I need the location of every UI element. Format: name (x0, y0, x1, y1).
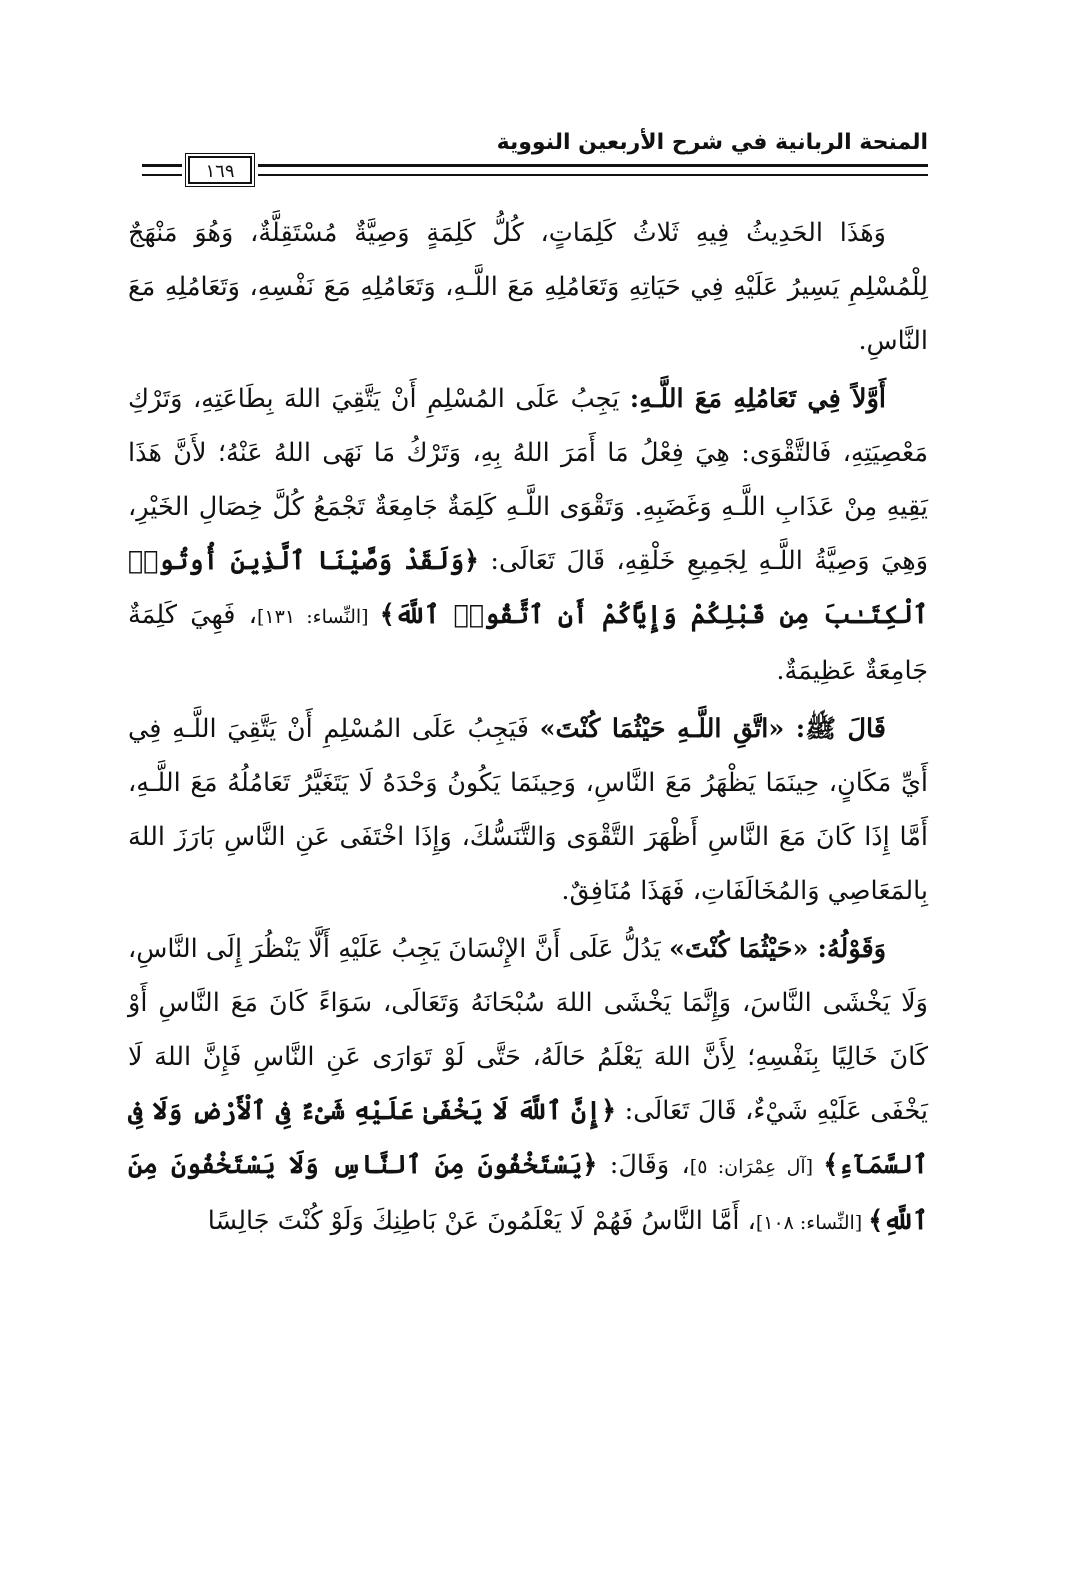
running-title: المنحة الربانية في شرح الأربعين النووية (496, 130, 928, 155)
page-header (128, 128, 928, 188)
body-text (128, 206, 928, 1254)
verse-reference: [النِّساء: ١٣١] (257, 606, 380, 628)
page-number: ١٦٩ (188, 156, 252, 184)
verse-reference: [آل عِمْرَان: ٥] (689, 1156, 824, 1178)
paragraph-1-text: وَهَذَا الحَدِيثُ فِيهِ ثَلاثُ كَلِمَاتٍ، كُلُّ كَلِمَةٍ وَصِيَّةٌ مُسْتَقِلَّةٌ، وَهُوَ مَنْهَجٌ لِلْمُسْلِمِ يَسِيرُ عَلَيْهِ فِي حَيَاتِهِ وَتَعَامُلِهِ مَعَ اللَّـهِ، وَتَعَامُلِهِ مَعَ نَفْسِهِ، وَتَعَامُلِهِ مَعَ النَّاسِ. (128, 218, 928, 356)
quran-verse: ﴿يَسْتَخْفُونَ مِنَ ٱلنَّاسِ وَلَا يَسْتَخْفُونَ مِنَ ٱللَّهِ﴾ (128, 1150, 928, 1236)
paragraph-2 (128, 372, 928, 698)
paragraph-3 (128, 702, 928, 918)
paragraph-3-text: فَيَجِبُ عَلَى المُسْلِمِ أَنْ يَتَّقِيَ اللَّـهِ فِي أَيِّ مَكَانٍ، حِينَمَا يَظْهَرُ مَعَ النَّاسِ، وَحِينَمَا يَكُونُ وَحْدَهُ لَا يَتَغَيَّرُ تَعَامُلُهُ مَعَ اللَّـهِ، أَمَّا إِذَا كَانَ مَعَ النَّاسِ أَظْهَرَ التَّقْوَى وَالتَّنَسُّكَ، وَإِذَا اخْتَفَى عَنِ النَّاسِ بَارَزَ اللهَ بِالمَعَاصِي وَالمُخَالَفَاتِ، فَهَذَا مُنَافِقٌ. (128, 714, 928, 906)
paragraph-2-text: يَجِبُ عَلَى المُسْلِمِ أَنْ يَتَّقِيَ اللهَ بِطَاعَتِهِ، وَتَرْكِ مَعْصِيَتِهِ، فَالتَّقْوَى: هِيَ فِعْلُ مَا أَمَرَ اللهُ بِهِ، وَتَرْكُ مَا نَهَى اللهُ عَنْهُ؛ لأَنَّ هَذَا يَقِيهِ مِنْ عَذَابِ اللَّـهِ وَغَضَبِهِ. وَتَقْوَى اللَّـهِ كَلِمَةٌ جَامِعَةٌ تَجْمَعُ كُلَّ خِصَالِ الخَيْرِ، وَهِيَ وَصِيَّةُ اللَّـهِ لِجَمِيعِ خَلْقِهِ، قَالَ تَعَالَى: (128, 384, 929, 576)
hadith-quote: قَالَ ﷺ: «اتَّقِ اللَّـهِ حَيْثُمَا كُنْتَ» (539, 714, 886, 744)
paragraph-4 (128, 922, 928, 1250)
paragraph-4-text: يَدُلُّ عَلَى أَنَّ الإِنْسَانَ يَجِبُ عَلَيْهِ أَلَّا يَنْظُرَ إِلَى النَّاسِ، وَلَا يَخْشَى النَّاسَ، وَإِنَّمَا يَخْشَى اللهَ سُبْحَانَهُ وَتَعَالَى، سَوَاءً كَانَ مَعَ النَّاسِ أَوْ كَانَ خَالِيًا بِنَفْسِهِ؛ لِأَنَّ اللهَ يَعْلَمُ حَالَهُ، حَتَّى لَوْ تَوَارَى عَنِ النَّاسِ فَإِنَّ اللهَ لَا يَخْفَى عَلَيْهِ شَيْءٌ، قَالَ تَعَالَى: (128, 934, 928, 1126)
verse-reference: [النِّساء: ١٠٨] (755, 1212, 869, 1234)
quran-verse: ﴿وَلَقَدْ وَصَّيْنَا ٱلَّذِينَ أُوتُوا۟ ٱلْكِتَـٰبَ مِن قَبْلِكُمْ وَإِيَّاكُمْ أَنِ ٱتَّقُوا۟ ٱللَّهَ﴾ (128, 546, 929, 630)
header-rule (258, 164, 928, 176)
section-heading-first: أَوَّلاً فِي تَعَامُلِهِ مَعَ اللَّـهِ: (629, 384, 887, 414)
header-rule-short (142, 164, 182, 176)
paragraph-2-tail: ، فَهِيَ كَلِمَةٌ جَامِعَةٌ عَظِيمَةٌ. (128, 600, 928, 686)
quran-verse: ﴿إِنَّ ٱللَّهَ لَا يَخْفَىٰ عَلَيْهِ شَىْءٌ فِى ٱلْأَرْضِ وَلَا فِى ٱلسَّمَآءِ﴾ (128, 1096, 928, 1180)
paragraph-4-mid: ، وَقَالَ: (597, 1150, 690, 1180)
hadith-phrase: وَقَوْلُهُ: «حَيْثُمَا كُنْتَ» (669, 934, 887, 964)
paragraph-4-tail: ، أَمَّا النَّاسُ فَهُمْ لَا يَعْلَمُونَ عَنْ بَاطِنِكَ وَلَوْ كُنْتَ جَالِسًا (207, 1206, 756, 1236)
paragraph-1 (128, 206, 928, 368)
